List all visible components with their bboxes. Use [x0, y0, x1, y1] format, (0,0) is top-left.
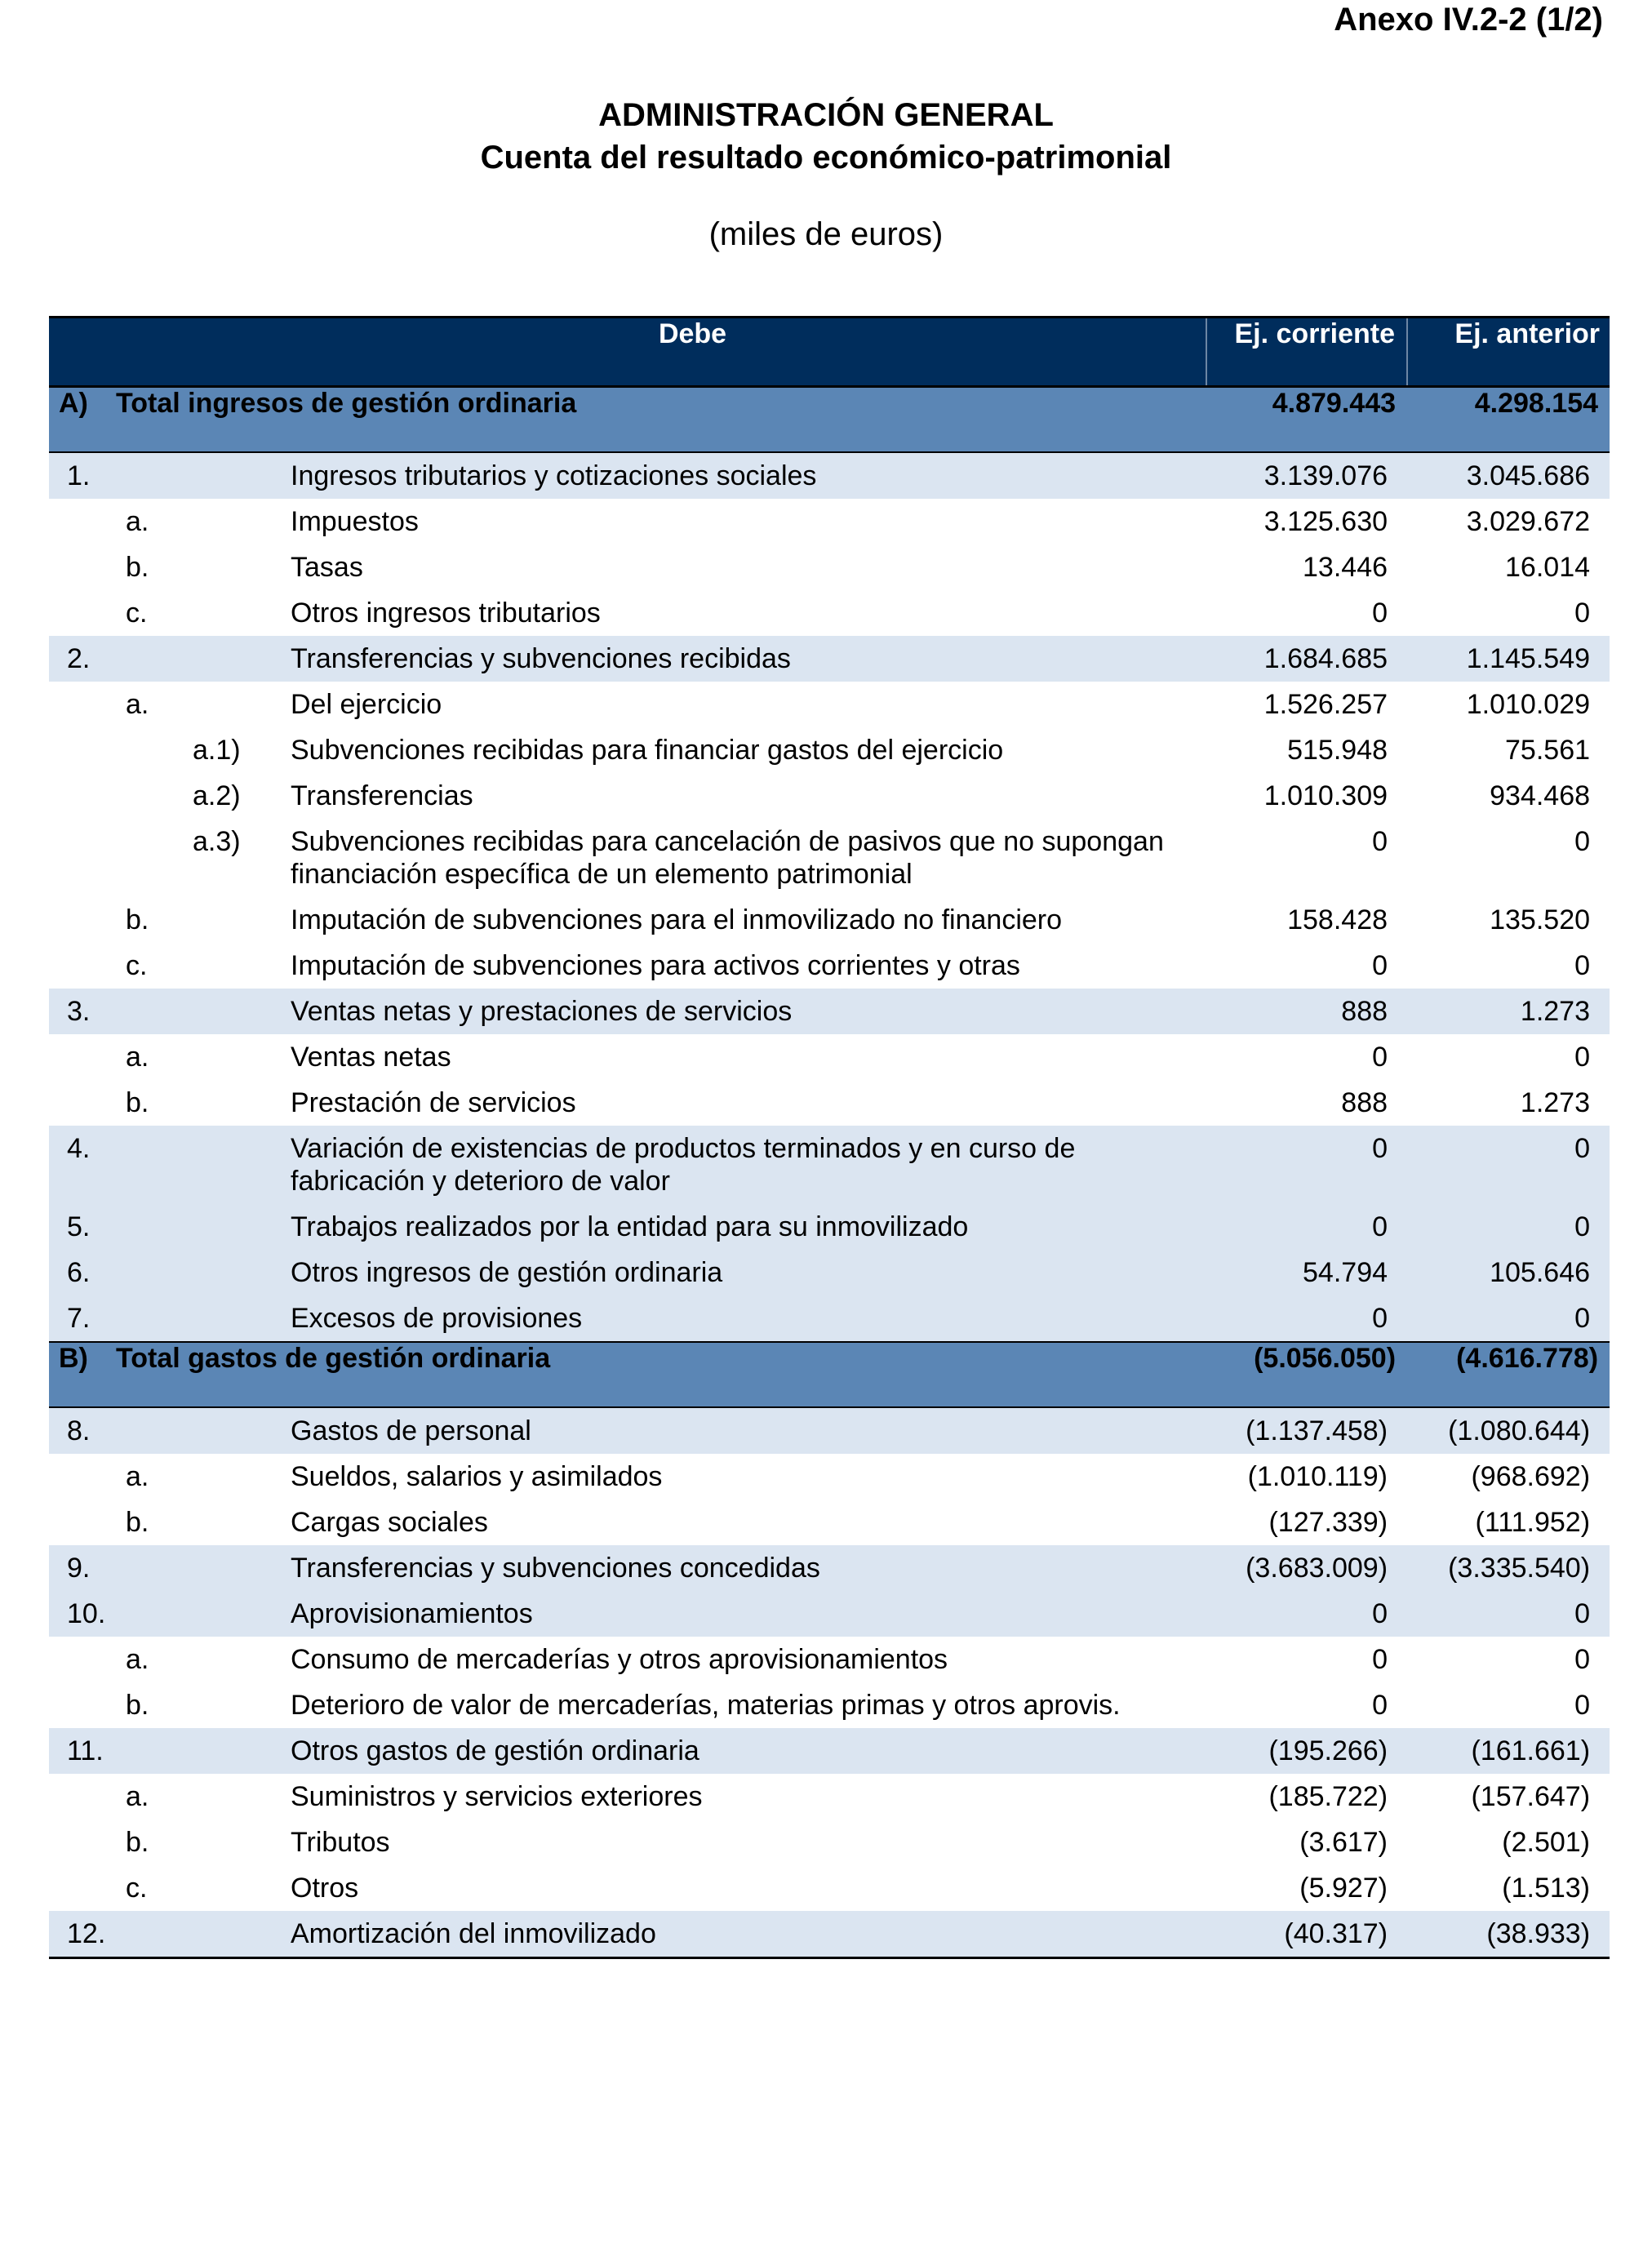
row-current-value: 888 — [1206, 989, 1407, 1034]
page-subtitle: Cuenta del resultado económico-patrimonial — [480, 140, 1172, 176]
row-previous-value: 1.010.029 — [1466, 689, 1591, 720]
row-number — [49, 1819, 114, 1865]
row-current-value: 1.010.309 — [1263, 780, 1388, 811]
row-number: 11. — [49, 1728, 114, 1774]
row-current-value: 0 — [1372, 826, 1388, 857]
table-row — [49, 1126, 1610, 1204]
row-sub-index — [114, 727, 193, 773]
row-description: Del ejercicio — [291, 689, 442, 720]
row-current-value: 0 — [1206, 1591, 1407, 1637]
row-number — [49, 1637, 114, 1682]
row-previous-value: (111.952) — [1475, 1507, 1591, 1538]
row-subsub-index — [193, 1034, 291, 1080]
row-sub-index: c. — [126, 1873, 148, 1904]
row-previous-value: (157.647) — [1471, 1781, 1591, 1812]
row-current-value: (195.266) — [1206, 1728, 1407, 1774]
table-row — [49, 1080, 1610, 1126]
title-block — [49, 94, 1603, 255]
row-number: 8. — [49, 1407, 114, 1454]
row-number — [49, 773, 114, 819]
row-number: 1. — [49, 452, 114, 499]
row-sub-index — [114, 1545, 193, 1591]
row-sub-index — [114, 452, 193, 499]
row-number: 12. — [49, 1911, 114, 1958]
row-description: Otros ingresos de gestión ordinaria — [291, 1250, 1206, 1295]
table-row — [49, 1682, 1610, 1728]
income-statement-table — [49, 316, 1610, 1959]
row-subsub-index: a.1) — [193, 735, 241, 766]
row-previous-value: 0 — [1574, 1690, 1591, 1721]
row-number — [49, 682, 114, 727]
table-row — [49, 1637, 1610, 1682]
row-current-value: 3.139.076 — [1206, 452, 1407, 499]
annex-label: Anexo IV.2-2 (1/2) — [1334, 2, 1603, 38]
row-subsub-index — [193, 1819, 291, 1865]
row-description: Tributos — [291, 1827, 390, 1858]
row-subsub-index — [193, 1911, 291, 1958]
row-description: Gastos de personal — [291, 1407, 1206, 1454]
row-previous-value: (968.692) — [1471, 1461, 1591, 1492]
row-previous-value: 1.273 — [1407, 989, 1610, 1034]
row-sub-index — [114, 1295, 193, 1342]
table-row — [49, 636, 1610, 682]
row-description: Impuestos — [291, 506, 419, 537]
row-number: 3. — [49, 989, 114, 1034]
row-current-value: 0 — [1372, 598, 1388, 629]
row-subsub-index — [193, 636, 291, 682]
row-previous-value: 0 — [1407, 1591, 1610, 1637]
row-description: Ingresos tributarios y cotizaciones sociales — [291, 452, 1206, 499]
row-sub-index: c. — [126, 598, 148, 629]
row-description: Imputación de subvenciones para el inmovilizado no financiero — [291, 904, 1063, 935]
total-row-sectionA — [49, 387, 1610, 453]
row-subsub-index — [193, 452, 291, 499]
row-previous-value: 3.045.686 — [1407, 452, 1610, 499]
row-current-value: 0 — [1206, 1295, 1407, 1342]
row-number: 5. — [49, 1204, 114, 1250]
row-current-value: (1.010.119) — [1247, 1461, 1388, 1492]
row-sub-index: b. — [126, 1827, 149, 1858]
row-sub-index — [114, 1407, 193, 1454]
row-current-value: 0 — [1372, 1644, 1388, 1675]
row-subsub-index — [193, 1295, 291, 1342]
row-sub-index — [114, 636, 193, 682]
table-row — [49, 1295, 1610, 1342]
row-subsub-index — [193, 989, 291, 1034]
row-number — [49, 1865, 114, 1911]
section-current-value: (5.056.050) — [1206, 1342, 1407, 1407]
table-row — [49, 590, 1610, 636]
row-previous-value: 0 — [1574, 1042, 1591, 1073]
row-current-value: 13.446 — [1303, 552, 1388, 583]
row-previous-value: 75.561 — [1505, 735, 1591, 766]
row-previous-value: 1.145.549 — [1407, 636, 1610, 682]
row-description: Ventas netas y prestaciones de servicios — [291, 989, 1206, 1034]
row-description: Transferencias y subvenciones concedidas — [291, 1545, 1206, 1591]
table-row — [49, 897, 1610, 943]
table-row — [49, 943, 1610, 989]
row-subsub-index — [193, 590, 291, 636]
row-sub-index — [114, 819, 193, 897]
row-current-value: 0 — [1372, 1042, 1388, 1073]
row-number: 9. — [49, 1545, 114, 1591]
row-previous-value: 16.014 — [1505, 552, 1591, 583]
page-title: ADMINISTRACIÓN GENERAL — [598, 97, 1054, 133]
table-row — [49, 1407, 1610, 1454]
section-code: A) — [49, 387, 114, 453]
row-previous-value: 0 — [1574, 826, 1591, 857]
row-previous-value: (38.933) — [1407, 1911, 1610, 1958]
section-previous-value: 4.298.154 — [1407, 387, 1610, 453]
row-description: Variación de existencias de productos terminados y en curso de fabricación y deterioro de valor — [291, 1126, 1206, 1204]
row-sub-index: b. — [126, 552, 149, 583]
row-sub-index: a. — [126, 506, 149, 537]
row-current-value: (5.927) — [1299, 1873, 1388, 1904]
row-current-value: 158.428 — [1287, 904, 1388, 935]
row-description: Otros gastos de gestión ordinaria — [291, 1728, 1206, 1774]
table-row — [49, 1454, 1610, 1500]
row-description: Consumo de mercaderías y otros aprovisionamientos — [291, 1644, 948, 1675]
row-number: 7. — [49, 1295, 114, 1342]
row-description: Otros — [291, 1873, 359, 1904]
row-previous-value: 934.468 — [1490, 780, 1591, 811]
row-number — [49, 1774, 114, 1819]
table-row — [49, 1728, 1610, 1774]
row-number: 4. — [49, 1126, 114, 1204]
row-subsub-index — [193, 1591, 291, 1637]
row-number — [49, 1500, 114, 1545]
table-row — [49, 1250, 1610, 1295]
header-current-year: Ej. corriente — [1206, 318, 1407, 387]
row-subsub-index — [193, 1545, 291, 1591]
row-current-value: 1.526.257 — [1263, 689, 1388, 720]
row-current-value: 0 — [1372, 950, 1388, 981]
row-previous-value: 0 — [1407, 1126, 1610, 1204]
section-label: Total ingresos de gestión ordinaria — [114, 387, 1206, 453]
table-row — [49, 1774, 1610, 1819]
table-row — [49, 544, 1610, 590]
row-current-value: 888 — [1341, 1087, 1388, 1118]
row-previous-value: (2.501) — [1502, 1827, 1591, 1858]
table-row — [49, 1865, 1610, 1911]
row-sub-index — [114, 773, 193, 819]
row-description: Ventas netas — [291, 1042, 451, 1073]
row-current-value: 1.684.685 — [1206, 636, 1407, 682]
row-number — [49, 544, 114, 590]
row-previous-value: 0 — [1574, 950, 1591, 981]
table-row — [49, 1034, 1610, 1080]
row-number — [49, 499, 114, 544]
table-row — [49, 499, 1610, 544]
row-sub-index: a. — [126, 1781, 149, 1812]
row-description: Suministros y servicios exteriores — [291, 1781, 703, 1812]
row-current-value: 54.794 — [1206, 1250, 1407, 1295]
row-subsub-index — [193, 1080, 291, 1126]
row-number: 2. — [49, 636, 114, 682]
row-number — [49, 819, 114, 897]
row-number: 6. — [49, 1250, 114, 1295]
row-number — [49, 1080, 114, 1126]
table-row — [49, 1819, 1610, 1865]
row-current-value: 515.948 — [1287, 735, 1388, 766]
row-description: Amortización del inmovilizado — [291, 1911, 1206, 1958]
row-current-value: 0 — [1206, 1126, 1407, 1204]
row-subsub-index — [193, 1407, 291, 1454]
row-description: Transferencias — [291, 780, 473, 811]
row-previous-value: (1.513) — [1502, 1873, 1591, 1904]
row-sub-index — [114, 1911, 193, 1958]
table-row — [49, 1911, 1610, 1958]
row-sub-index: b. — [126, 904, 149, 935]
row-current-value: 0 — [1206, 1204, 1407, 1250]
row-description: Transferencias y subvenciones recibidas — [291, 636, 1206, 682]
table-row — [49, 773, 1610, 819]
row-subsub-index — [193, 1204, 291, 1250]
row-number — [49, 727, 114, 773]
row-subsub-index — [193, 1774, 291, 1819]
row-current-value: (3.617) — [1299, 1827, 1388, 1858]
row-subsub-index — [193, 1637, 291, 1682]
row-description: Deterioro de valor de mercaderías, materias primas y otros aprovis. — [291, 1690, 1121, 1721]
table-row — [49, 727, 1610, 773]
row-previous-value: 105.646 — [1407, 1250, 1610, 1295]
total-row-sectionB — [49, 1342, 1610, 1407]
section-current-value: 4.879.443 — [1206, 387, 1407, 453]
row-subsub-index — [193, 1682, 291, 1728]
row-previous-value: 0 — [1574, 1644, 1591, 1675]
row-current-value: (40.317) — [1206, 1911, 1407, 1958]
row-number — [49, 1454, 114, 1500]
row-current-value: 3.125.630 — [1263, 506, 1388, 537]
row-description: Imputación de subvenciones para activos corrientes y otras — [291, 950, 1020, 981]
section-label: Total gastos de gestión ordinaria — [114, 1342, 1206, 1407]
row-sub-index — [114, 1591, 193, 1637]
header-previous-year: Ej. anterior — [1407, 318, 1610, 387]
row-number — [49, 590, 114, 636]
row-previous-value: (1.080.644) — [1407, 1407, 1610, 1454]
row-sub-index: b. — [126, 1690, 149, 1721]
row-previous-value: (3.335.540) — [1407, 1545, 1610, 1591]
row-description: Excesos de provisiones — [291, 1295, 1206, 1342]
row-description: Prestación de servicios — [291, 1087, 576, 1118]
row-subsub-index — [193, 1865, 291, 1911]
section-previous-value: (4.616.778) — [1407, 1342, 1610, 1407]
row-number — [49, 1034, 114, 1080]
row-description: Subvenciones recibidas para financiar gastos del ejercicio — [291, 735, 1004, 766]
row-number — [49, 897, 114, 943]
row-current-value: (185.722) — [1268, 1781, 1388, 1812]
row-sub-index: b. — [126, 1507, 149, 1538]
row-subsub-index: a.2) — [193, 780, 241, 811]
row-current-value: (1.137.458) — [1206, 1407, 1407, 1454]
row-sub-index — [114, 989, 193, 1034]
row-subsub-index — [193, 499, 291, 544]
row-previous-value: 135.520 — [1490, 904, 1591, 935]
row-sub-index — [114, 1204, 193, 1250]
row-subsub-index — [193, 1126, 291, 1204]
row-previous-value: 1.273 — [1520, 1087, 1591, 1118]
row-number: 10. — [49, 1591, 114, 1637]
section-code: B) — [49, 1342, 114, 1407]
units-label: (miles de euros) — [708, 216, 944, 252]
header-debe: Debe — [49, 318, 1206, 387]
table-row — [49, 819, 1610, 897]
row-sub-index — [114, 1126, 193, 1204]
row-description: Trabajos realizados por la entidad para su inmovilizado — [291, 1204, 1206, 1250]
row-sub-index — [114, 1250, 193, 1295]
row-description: Otros ingresos tributarios — [291, 598, 601, 629]
row-subsub-index — [193, 1250, 291, 1295]
row-previous-value: 0 — [1574, 598, 1591, 629]
row-subsub-index: a.3) — [193, 826, 241, 857]
row-sub-index: c. — [126, 950, 148, 981]
row-sub-index — [114, 1728, 193, 1774]
row-description: Tasas — [291, 552, 363, 583]
row-number — [49, 943, 114, 989]
row-previous-value: 0 — [1407, 1295, 1610, 1342]
row-current-value: (3.683.009) — [1206, 1545, 1407, 1591]
row-sub-index: b. — [126, 1087, 149, 1118]
table-row — [49, 1591, 1610, 1637]
row-subsub-index — [193, 943, 291, 989]
row-description: Subvenciones recibidas para cancelación de pasivos que no supongan financiación específica de un elemento patrimonial — [291, 826, 1164, 890]
row-description: Sueldos, salarios y asimilados — [291, 1461, 663, 1492]
row-previous-value: (161.661) — [1407, 1728, 1610, 1774]
row-sub-index: a. — [126, 1644, 149, 1675]
row-current-value: (127.339) — [1268, 1507, 1388, 1538]
row-subsub-index — [193, 544, 291, 590]
table-row — [49, 1204, 1610, 1250]
row-subsub-index — [193, 1454, 291, 1500]
row-sub-index: a. — [126, 1042, 149, 1073]
table-row — [49, 1500, 1610, 1545]
row-subsub-index — [193, 682, 291, 727]
row-description: Aprovisionamientos — [291, 1591, 1206, 1637]
row-number — [49, 1682, 114, 1728]
table-header — [49, 318, 1610, 387]
row-current-value: 0 — [1372, 1690, 1388, 1721]
row-subsub-index — [193, 1500, 291, 1545]
table-row — [49, 989, 1610, 1034]
row-sub-index: a. — [126, 1461, 149, 1492]
table-row — [49, 452, 1610, 499]
row-previous-value: 0 — [1407, 1204, 1610, 1250]
table-row — [49, 682, 1610, 727]
table-row — [49, 1545, 1610, 1591]
row-subsub-index — [193, 1728, 291, 1774]
row-subsub-index — [193, 897, 291, 943]
row-previous-value: 3.029.672 — [1466, 506, 1591, 537]
row-description: Cargas sociales — [291, 1507, 488, 1538]
row-sub-index: a. — [126, 689, 149, 720]
